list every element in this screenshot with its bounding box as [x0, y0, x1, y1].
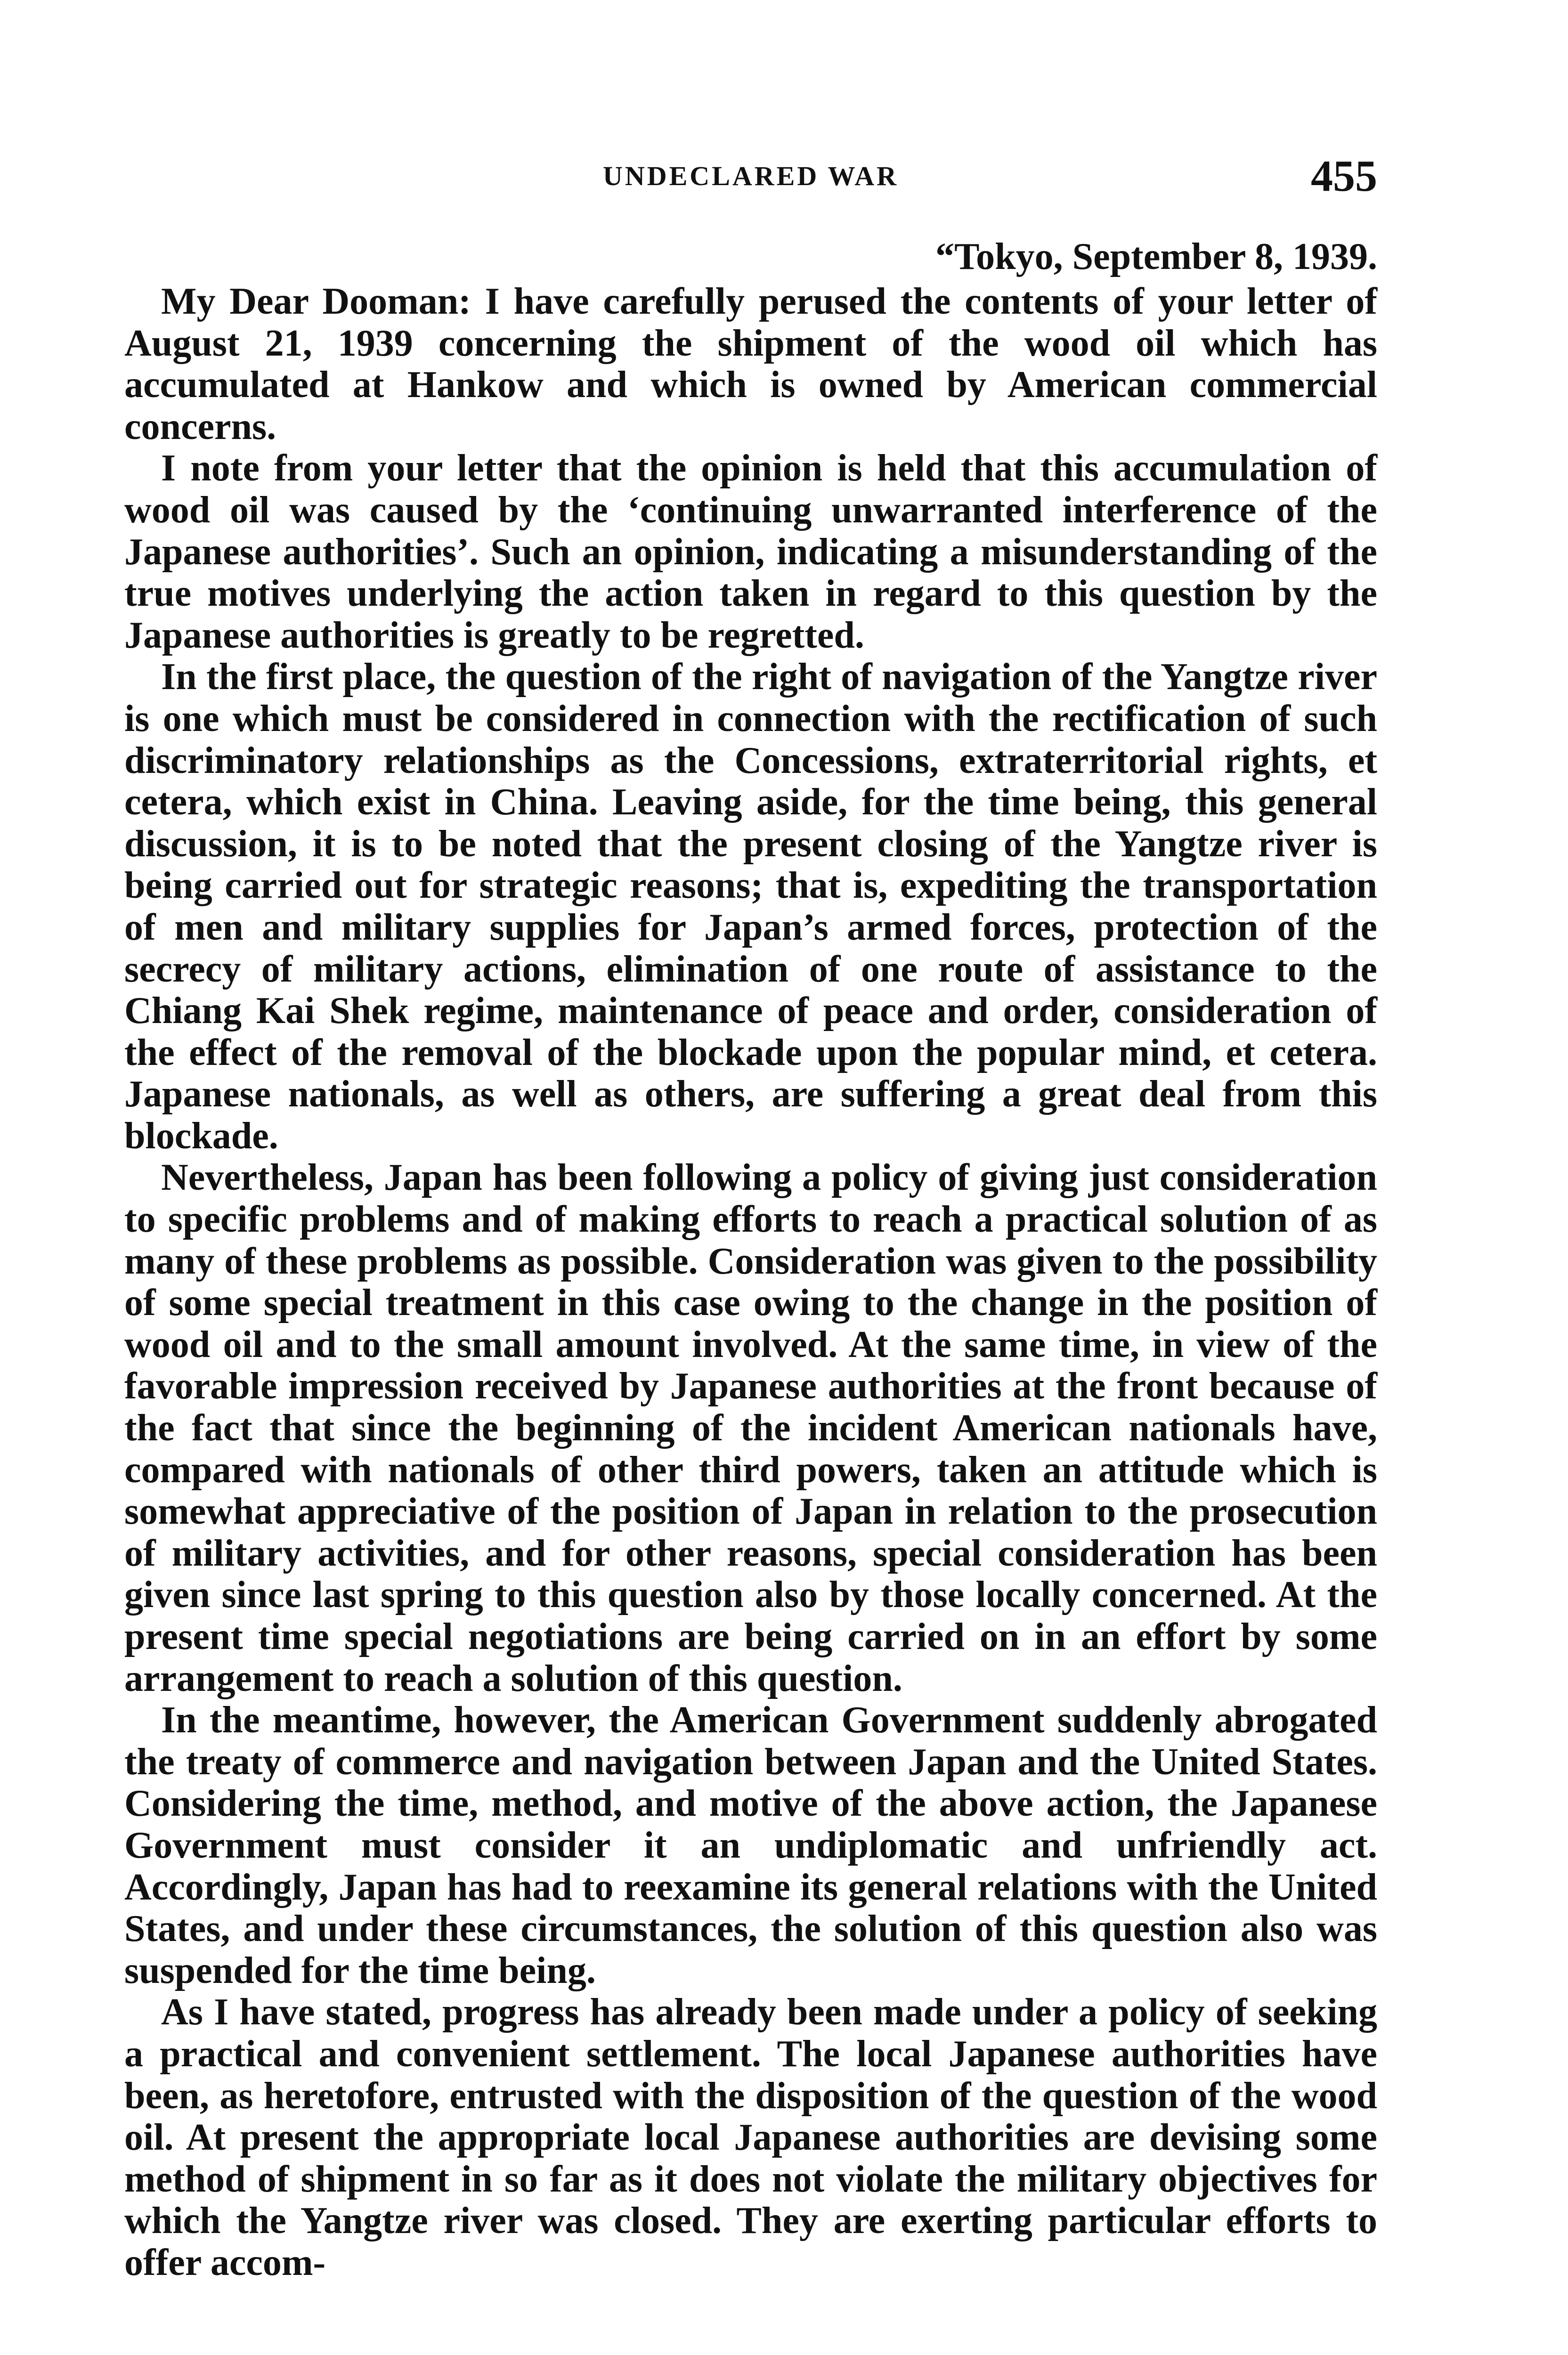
paragraph-settlement: As I have stated, progress has already been made under a policy of seeking a practical and convenient settlement. The local Japanese authorities have been, as heretofore, entrusted with the disposition of the question of the wood oil. At present the appropriate local Japanese authorities are devising some method of shipment in so far as it does not violate the military objectives for which the Yangtze river was closed. They are exerting particular efforts to offer accom- [124, 1991, 1377, 2283]
paragraph-consideration: Nevertheless, Japan has been following a policy of giving just consideration to specific problems and of making efforts to reach a practical solution of as many of these problems as possible. Consideration was given to the possibility of some special treatment in this case owing to the change in the position of wood oil and to the small amount involved. At the same time, in view of the favorable impression received by Japanese authorities at the front because of the fact that since the beginning of the incident American nationals have, compared with nationals of other third powers, taken an attitude which is somewhat appreciative of the position of Japan in relation to the prosecution of military activities, and for other reasons, special consideration has been given since last spring to this question also by those locally concerned. At the present time special negotiations are being carried on in an effort by some arrangement to reach a solution of this question. [124, 1157, 1377, 1699]
paragraph-salutation: My Dear Dooman: I have carefully perused the contents of your letter of August 21, 1939 concerning the shipment of the wood oil which has accumulated at Hankow and which is owned by American commercial concerns. [124, 281, 1377, 447]
letter-body [124, 236, 1377, 2284]
paragraph-navigation: In the first place, the question of the right of navigation of the Yangtze river is one which must be considered in connection with the rectification of such discriminatory relationships as the Concessions, extraterritorial rights, et cetera, which exist in China. Leaving aside, for the time being, this general discussion, it is to be noted that the present closing of the Yangtze river is being carried out for strategic reasons; that is, expediting the transportation of men and military supplies for Japan’s armed forces, protection of the secrecy of military actions, elimination of one route of assistance to the Chiang Kai Shek regime, maintenance of peace and order, consideration of the effect of the removal of the blockade upon the popular mind, et cetera. Japanese nationals, as well as others, are suffering a great deal from this blockade. [124, 656, 1377, 1157]
running-title: UNDECLARED WAR [602, 161, 899, 191]
letter-dateline: “Tokyo, September 8, 1939. [935, 236, 1377, 277]
running-head [124, 151, 1377, 203]
paragraph-abrogation: In the meantime, however, the American Government suddenly abrogated the treaty of commerce and navigation between Japan and the United States. Considering the time, method, and motive of the above action, the Japanese Government must consider it an undiplomatic and unfriendly act. Accordingly, Japan has had to reexamine its general relations with the United States, and under these circumstances, the solution of this question also was suspended for the time being. [124, 1699, 1377, 1991]
page-number: 455 [1311, 152, 1377, 201]
paragraph-opinion: I note from your letter that the opinion is held that this accumulation of wood oil was caused by the ‘continuing unwarranted interference of the Japanese authorities’. Such an opinion, indicating a misunderstanding of the true motives underlying the action taken in regard to this question by the Japanese authorities is greatly to be regretted. [124, 447, 1377, 656]
